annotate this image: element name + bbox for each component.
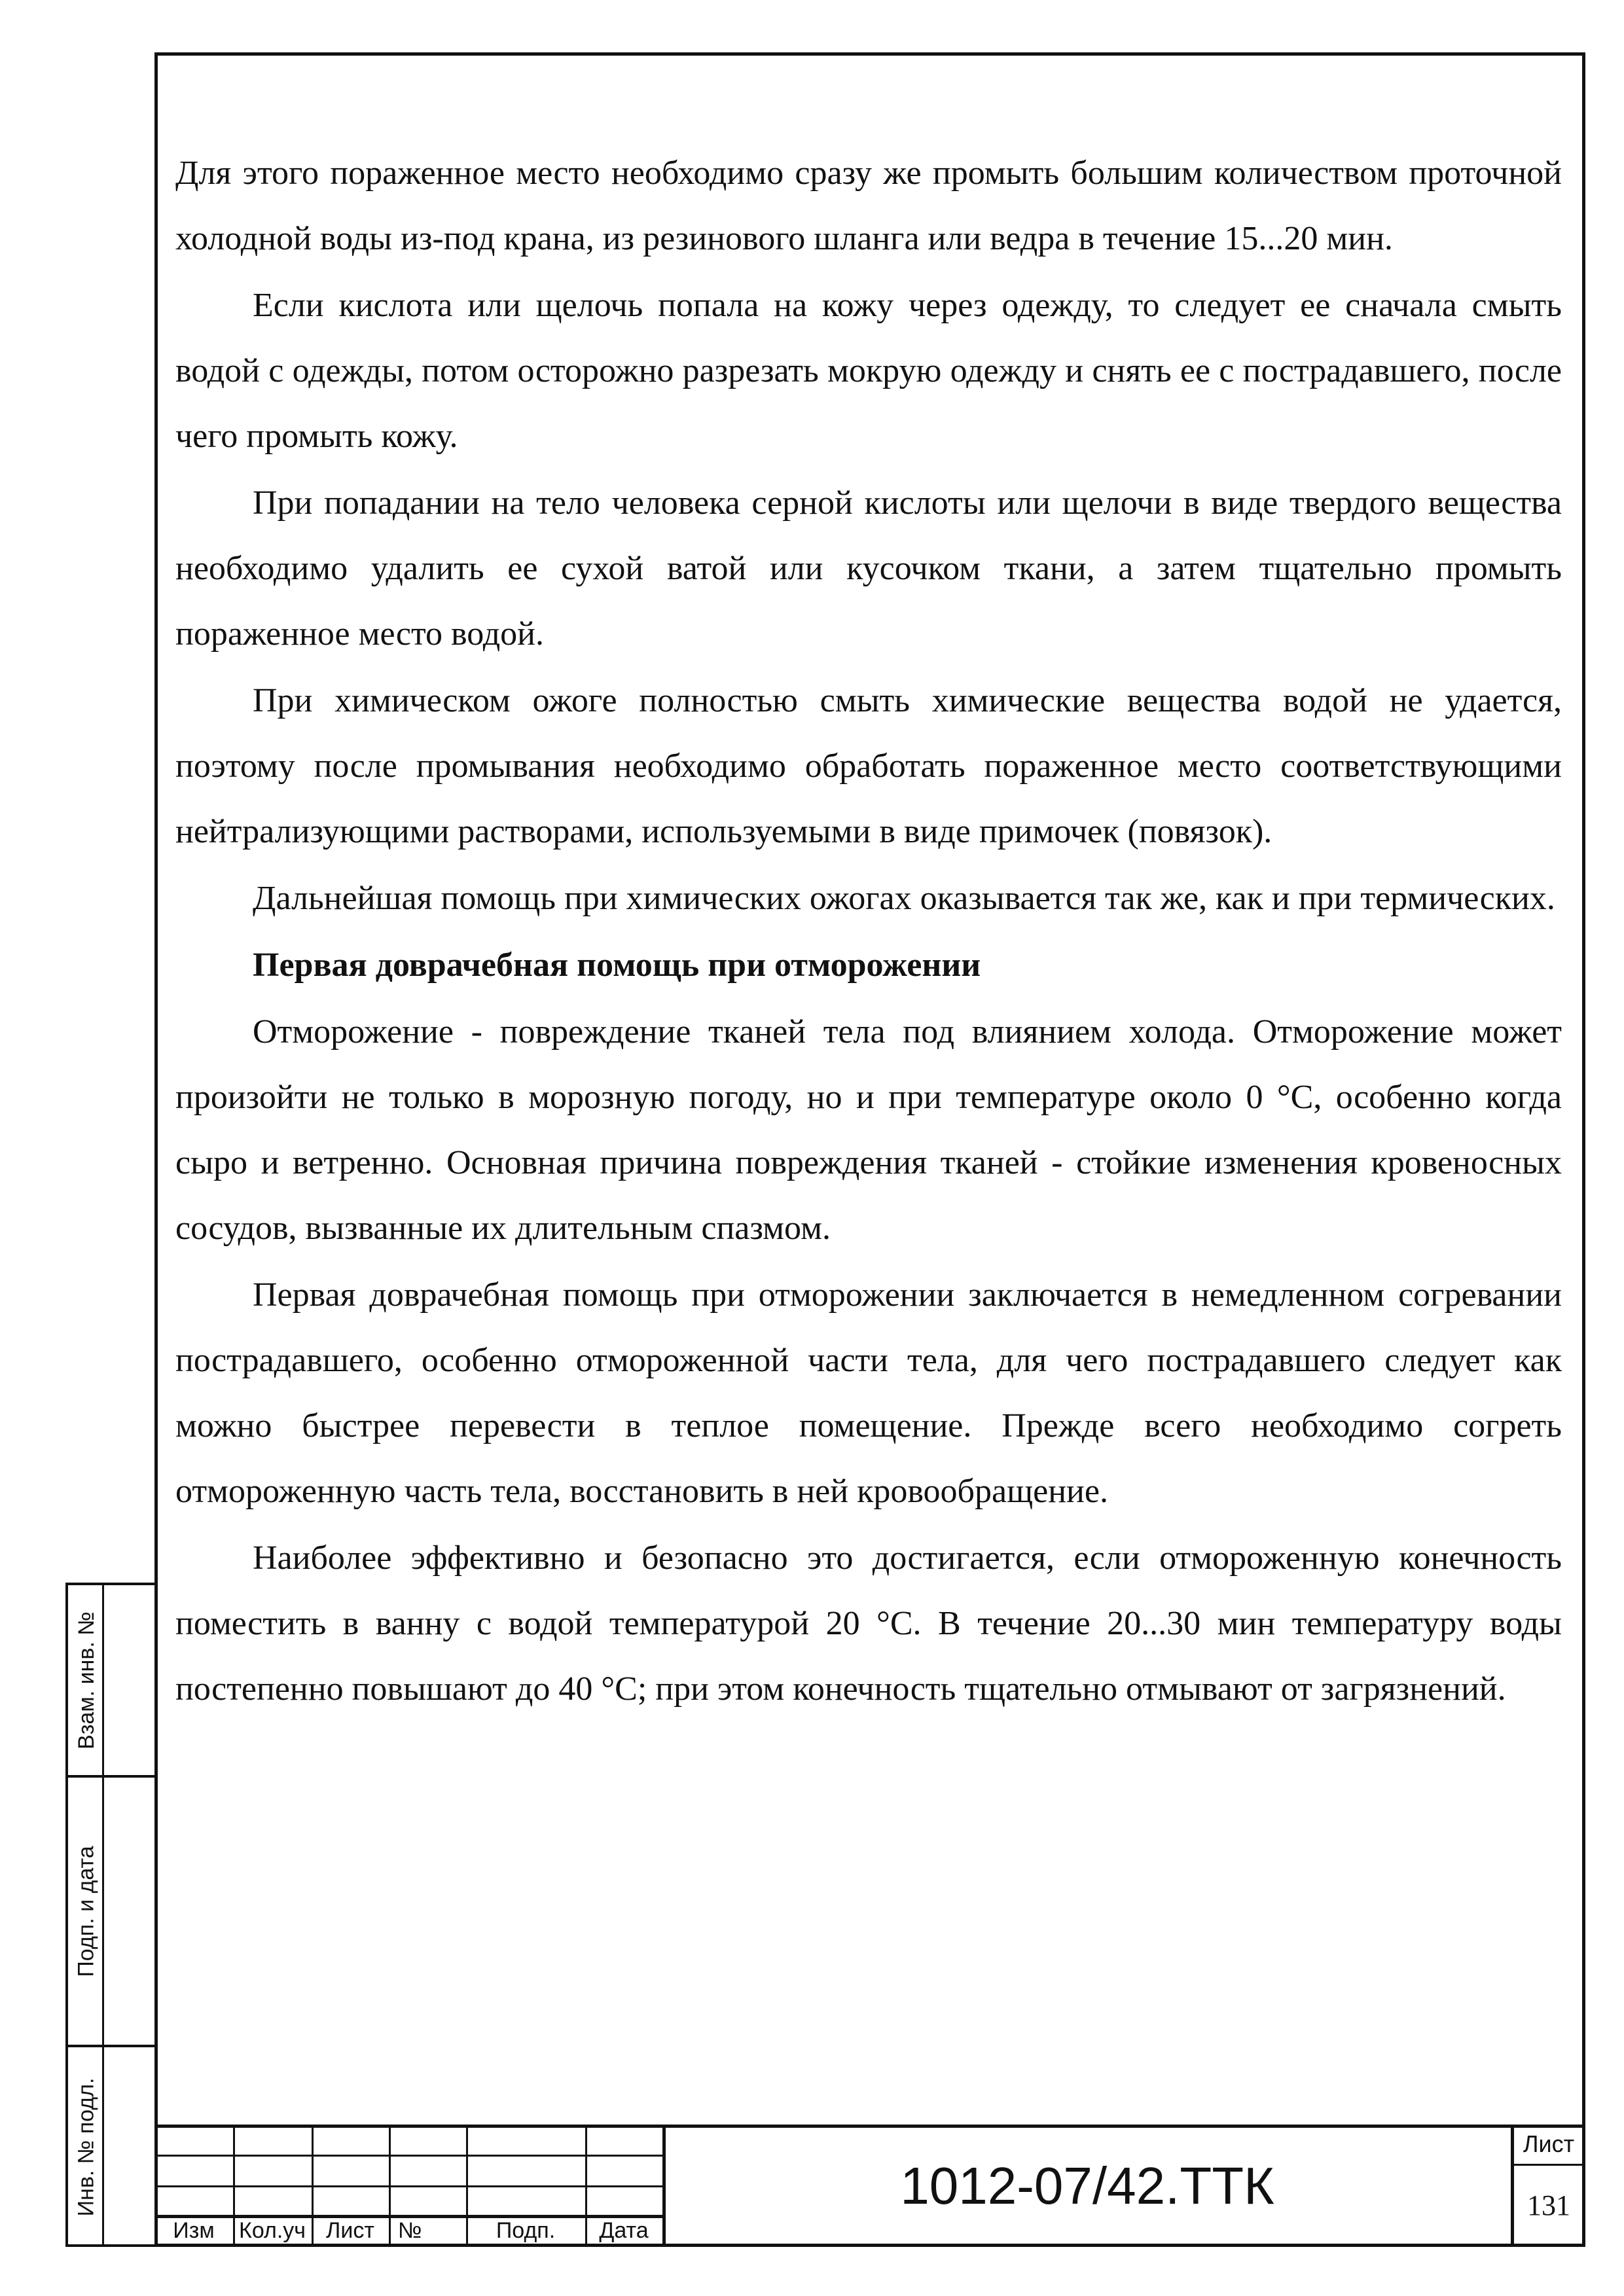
paragraph: При попадании на тело человека серной кислоты или щелочи в виде твердого вещества необходимо удалить ее сухой ватой или кусочком ткани, а затем тщательно промыть пораженное место водой. <box>175 484 1562 653</box>
margin-cell-vzam <box>68 1585 154 1775</box>
paragraph: Дальнейшая помощь при химических ожогах оказывается так же, как и при термических. <box>253 880 1555 917</box>
section-heading: Первая доврачебная помощь при отморожении <box>253 946 981 984</box>
col-number: № <box>398 2218 422 2243</box>
col-podp: Подп. <box>496 2218 556 2243</box>
margin-cell-inv <box>68 2047 154 2247</box>
paragraph: Отморожение - повреждение тканей тела под влиянием холода. Отморожение может произойти не только в морозную погоду, но и при температуре около 0 °С, особенно когда сыро и ветренно. Основная причина повреждения тканей - стойкие изменения кровеносных сосудов, вызванные их длительным спазмом. <box>175 1013 1562 1247</box>
paragraph: При химическом ожоге полностью смыть химические вещества водой не удается, поэтому после промывания необходимо обработать пораженное место соответствующими нейтрализующими растворами, используемыми в виде примочек (повязок). <box>175 682 1562 850</box>
paragraph: Наиболее эффективно и безопасно это достигается, если отмороженную конечность поместить в ванну с водой температурой 20 °С. В течение 20...30 мин температуру воды постепенно повышают до 40 °С; при этом конечность тщательно отмывают от загрязнений. <box>175 1539 1562 1708</box>
document-code: 1012-07/42.ТТК <box>900 2156 1274 2215</box>
margin-label-inv: Инв. № подл. <box>73 2077 99 2217</box>
sheet-label: Лист <box>1523 2130 1575 2157</box>
margin-stamp <box>65 1583 154 2247</box>
col-kol-uch: Кол.уч <box>239 2218 306 2243</box>
paragraph: Если кислота или щелочь попала на кожу через одежду, то следует ее сначала смыть водой с одежды, потом осторожно разрезать мокрую одежду и снять ее с пострадавшего, после чего промыть кожу. <box>175 287 1562 455</box>
col-izm: Изм <box>173 2218 215 2243</box>
margin-cell-podp <box>68 1778 154 2045</box>
col-list: Лист <box>326 2218 374 2243</box>
margin-label-podp: Подп. и дата <box>73 1845 99 1977</box>
sheet-number: 131 <box>1527 2189 1570 2221</box>
document-body <box>175 141 1562 1723</box>
paragraph: Для этого пораженное место необходимо сразу же промыть большим количеством проточной холодной воды из-под крана, из резинового шланга или ведра в течение 15...20 мин. <box>175 154 1562 257</box>
col-data: Дата <box>599 2218 649 2243</box>
margin-label-vzam: Взам. инв. № <box>73 1611 99 1749</box>
title-block <box>154 2125 1585 2247</box>
paragraph: Первая доврачебная помощь при отморожении заключается в немедленном согревании пострадавшего, особенно отмороженной части тела, для чего пострадавшего следует как можно быстрее перевести в теплое помещение. Прежде всего необходимо согреть отмороженную часть тела, восстановить в ней кровообращение. <box>175 1276 1562 1510</box>
